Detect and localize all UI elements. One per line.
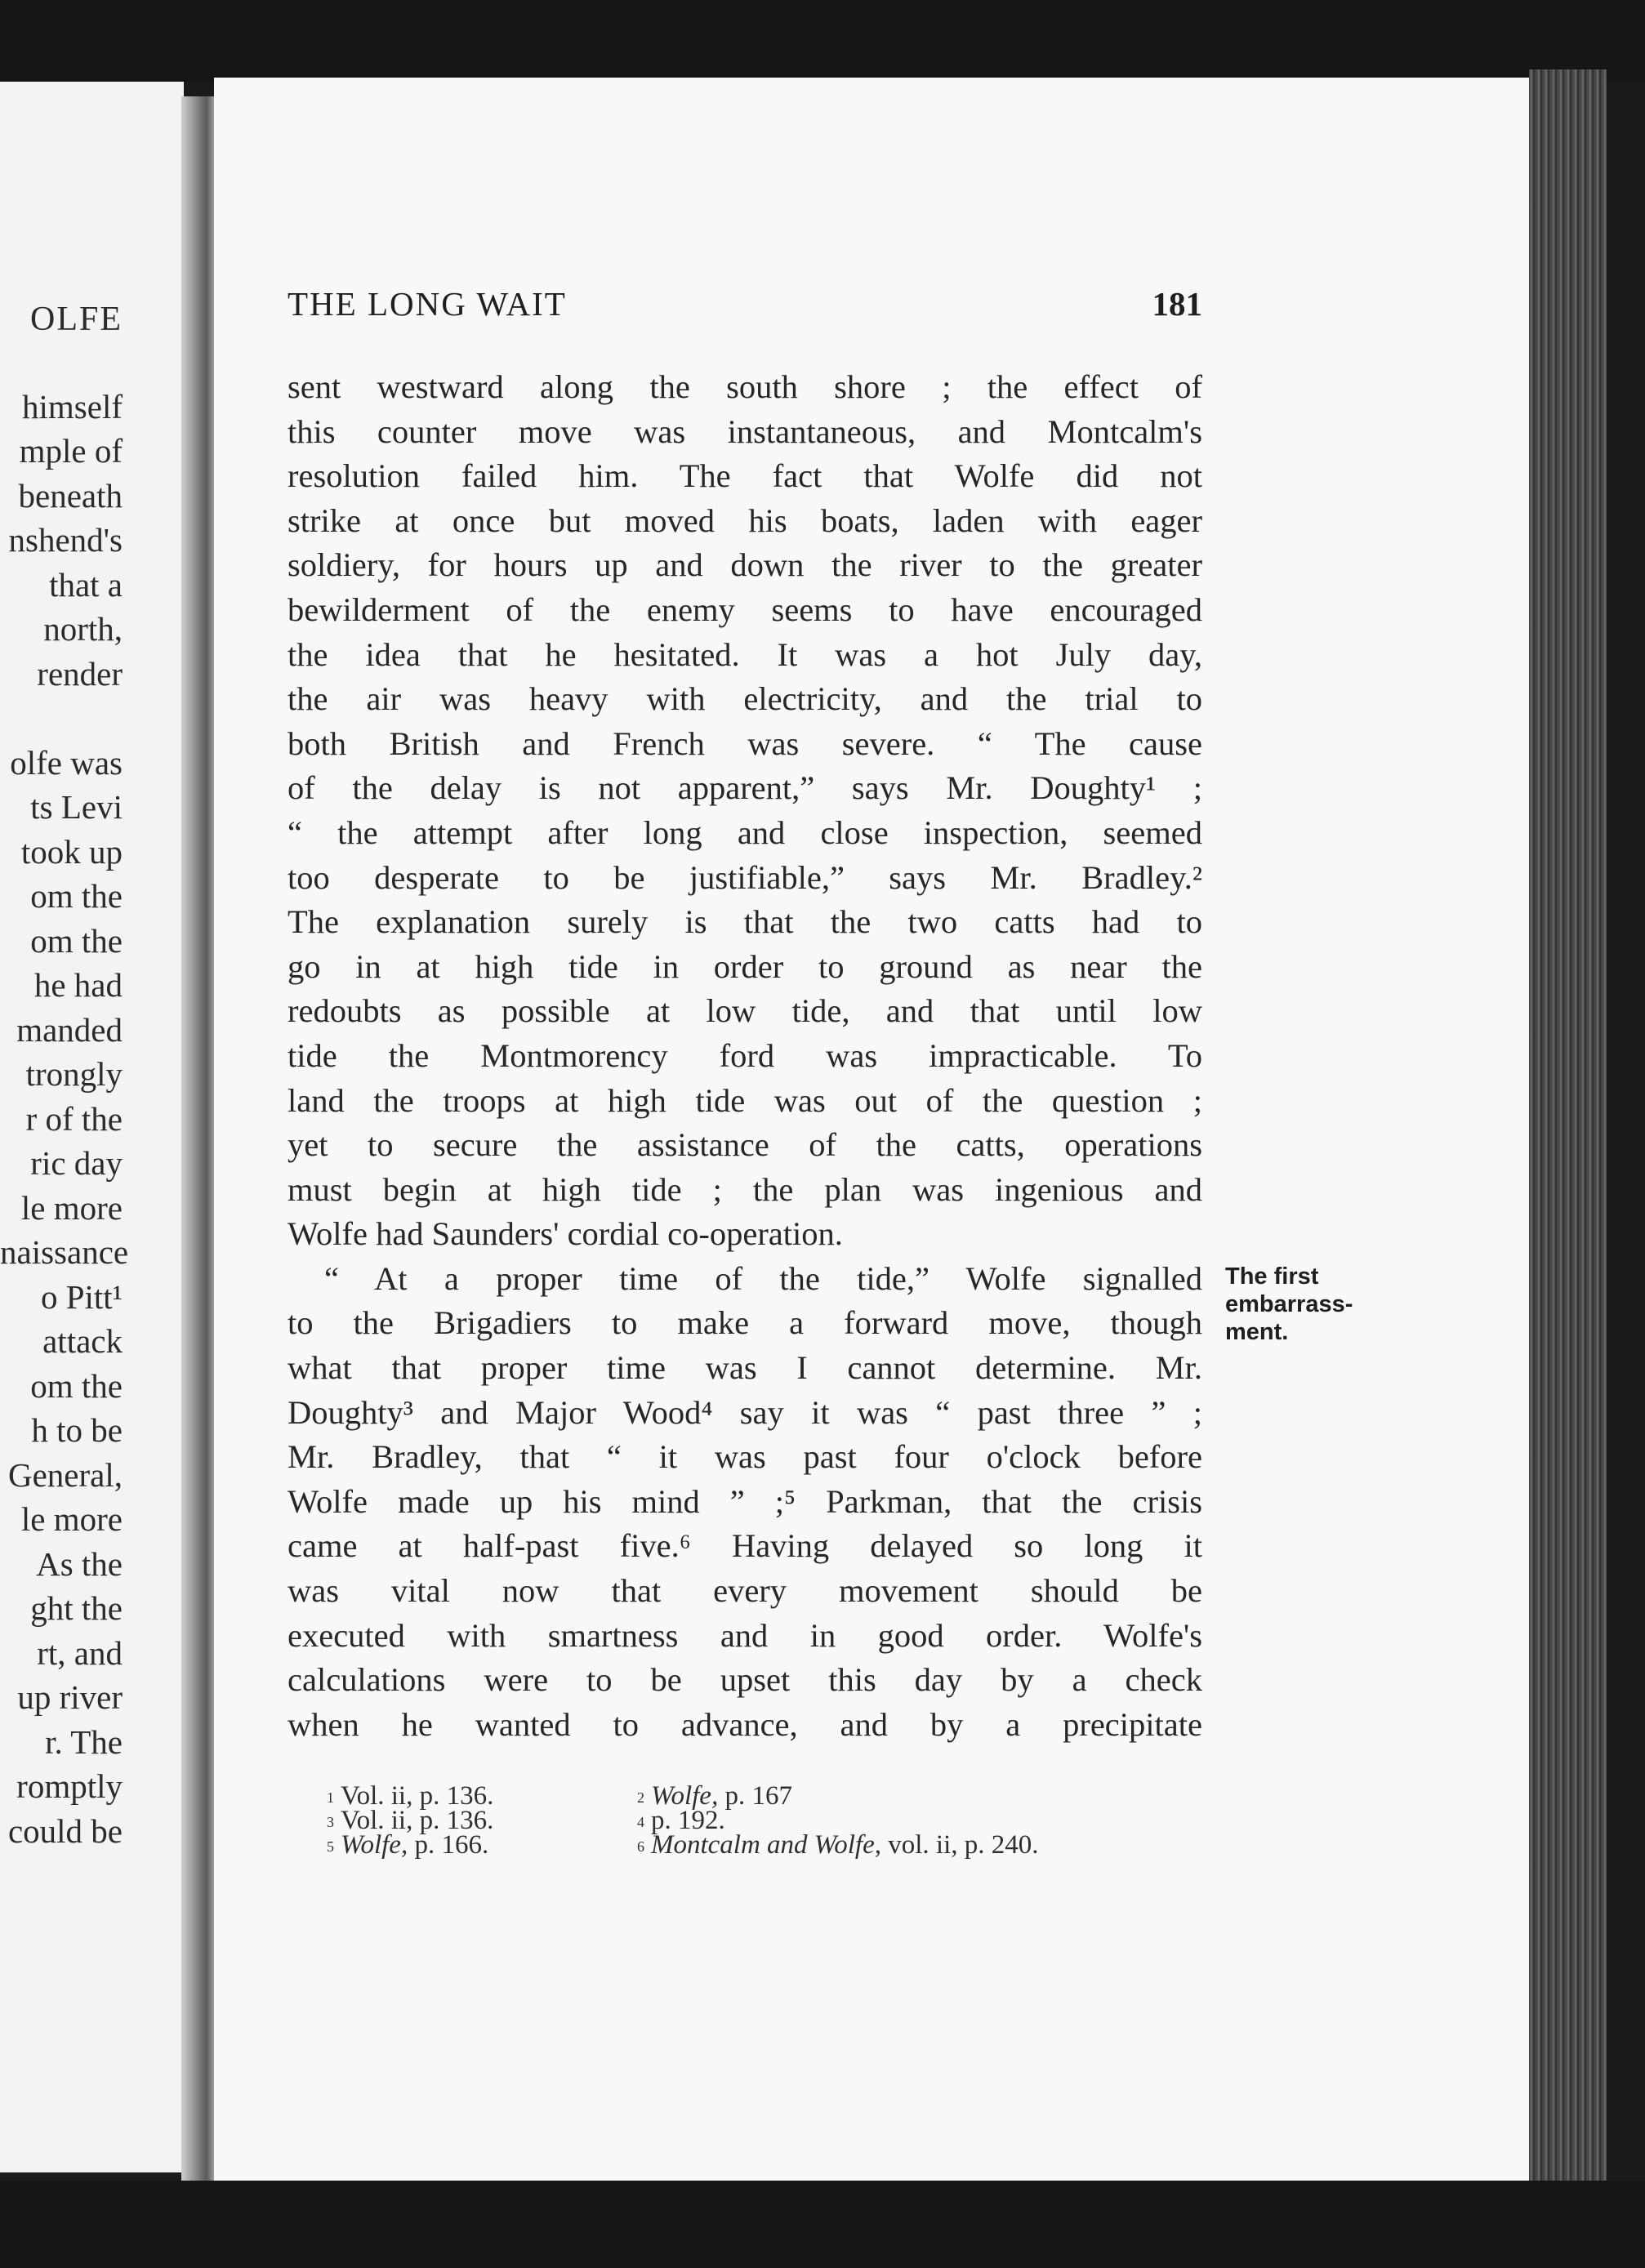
left-line: ric day [30,1144,123,1182]
footnote-mark: 2 [637,1789,644,1806]
left-line: om the [30,877,123,915]
left-facing-page [0,82,184,2172]
text-line: strike at once but moved his boats, laden with eager [288,501,1202,539]
footnote-title: Wolfe, [651,1781,719,1811]
left-line: attack [42,1322,123,1360]
left-line: o Pitt¹ [40,1278,123,1316]
left-line: om the [30,922,123,960]
footnote-1 [327,1781,494,1811]
footnote-text: p. 192. [651,1806,725,1835]
footnote-5 [327,1830,489,1860]
text-line: both British and French was severe. “ The cause [288,724,1202,762]
left-line: om the [30,1367,123,1405]
footnote-3 [327,1808,493,1833]
footnote-title: Wolfe, [341,1830,408,1860]
text-line: Wolfe had Saunders' cordial co-operation. [288,1215,843,1253]
left-line: he had [33,966,123,1004]
text-line: sent westward along the south shore ; the effect of [288,368,1202,405]
left-line: up river [17,1678,123,1716]
scan-background-bottom [0,2181,1645,2268]
running-head [288,284,1202,325]
text-line: soldiery, for hours up and down the river to the greater [288,546,1202,584]
text-line: Wolfe made up his mind ” ;⁵ Parkman, that the crisis [288,1482,1202,1520]
text-line: the idea that he hesitated. It was a hot July day, [288,635,1202,673]
text-line: tide the Montmorency ford was impracticable. To [288,1036,1202,1074]
left-line: General, [8,1456,123,1494]
text-line: Doughty³ and Major Wood⁴ say it was “ past three ” ; [288,1393,1202,1431]
footnote-text: vol. ii, p. 240. [881,1830,1039,1860]
text-line: to the Brigadiers to make a forward move, though [288,1304,1202,1342]
left-line: le more [20,1500,123,1538]
left-line: that a [49,566,123,604]
text-line: too desperate to be justifiable,” says Mr. Bradley.² [288,858,1202,896]
left-line: nshend's [8,521,123,559]
margin-note-line: embarrass- [1225,1291,1353,1317]
text-line: the air was heavy with electricity, and the trial to [288,680,1202,718]
footnote-text: p. 167 [718,1781,792,1811]
text-line: go in at high tide in order to ground as near the [288,947,1202,985]
text-line: bewilderment of the enemy seems to have encouraged [288,590,1202,628]
left-line: ght the [30,1589,123,1627]
text-line: “ At a proper time of the tide,” Wolfe signalled [324,1259,1202,1297]
footnote-text: p. 166. [408,1830,489,1860]
left-line: took up [20,833,123,871]
footnote-6 [637,1830,1039,1860]
left-line: le more [20,1189,123,1227]
left-line: himself [22,388,123,426]
scan-background-top [0,0,1645,82]
left-line: mple of [19,432,123,470]
left-line: As the [36,1545,123,1583]
text-line: The explanation surely is that the two catts had to [288,903,1202,941]
margin-note-line: The first [1225,1263,1319,1290]
left-line: naissance [0,1233,129,1271]
footnote-title: Montcalm and Wolfe, [651,1830,881,1860]
text-line: what that proper time was I cannot determine. Mr. [288,1349,1202,1387]
text-line: was vital now that every movement should be [288,1572,1202,1610]
left-line: trongly [25,1055,123,1093]
text-line: this counter move was instantaneous, and Montcalm's [288,412,1202,450]
text-line: yet to secure the assistance of the catts, operations [288,1126,1202,1164]
margin-note [1225,1263,1405,1346]
left-line: north, [43,610,123,648]
footnote-mark: 3 [327,1814,334,1830]
left-line: r of the [25,1100,123,1138]
text-line: executed with smartness and in good order. Wolfe's [288,1616,1202,1654]
text-line: when he wanted to advance, and by a precipitate [288,1705,1202,1743]
footnote-mark: 1 [327,1789,334,1806]
footnote-text: Vol. ii, p. 136. [341,1781,494,1811]
footnote-2 [637,1781,792,1811]
footnote-text: Vol. ii, p. 136. [341,1806,494,1835]
left-line: ts Levi [30,788,123,826]
text-line: must begin at high tide ; the plan was ingenious and [288,1170,1202,1208]
text-line: Mr. Bradley, that “ it was past four o'clock before [288,1438,1202,1476]
left-running-head: OLFE [30,301,123,338]
text-line: calculations were to be upset this day by a check [288,1661,1202,1699]
text-line: “ the attempt after long and close inspection, seemed [288,813,1202,851]
left-line: h to be [31,1411,123,1449]
left-line: could be [7,1812,123,1850]
text-line: resolution failed him. The fact that Wolfe did not [288,457,1202,495]
running-title: THE LONG WAIT [288,285,567,323]
book-page-edges [1529,69,1607,2193]
body-text [288,365,1202,1747]
left-line: beneath [18,477,123,515]
text-line: land the troops at high tide was out of the question ; [288,1081,1202,1119]
text-line: redoubts as possible at low tide, and that until low [288,992,1202,1030]
left-line: romptly [16,1767,123,1805]
left-line: render [37,655,123,693]
left-line: manded [16,1011,123,1049]
left-line: olfe was [10,744,123,782]
footnote-mark: 4 [637,1814,644,1830]
footnote-mark: 6 [637,1838,644,1855]
margin-note-line: ment. [1225,1319,1289,1345]
footnote-mark: 5 [327,1838,334,1855]
page-number: 181 [1152,285,1202,323]
text-line: came at half-past five.⁶ Having delayed so long it [288,1527,1202,1565]
book-gutter [181,96,217,2195]
left-line: rt, and [37,1634,123,1672]
text-line: of the delay is not apparent,” says Mr. Doughty¹ ; [288,769,1202,807]
footnote-4 [637,1808,725,1833]
left-line: r. The [45,1723,123,1761]
